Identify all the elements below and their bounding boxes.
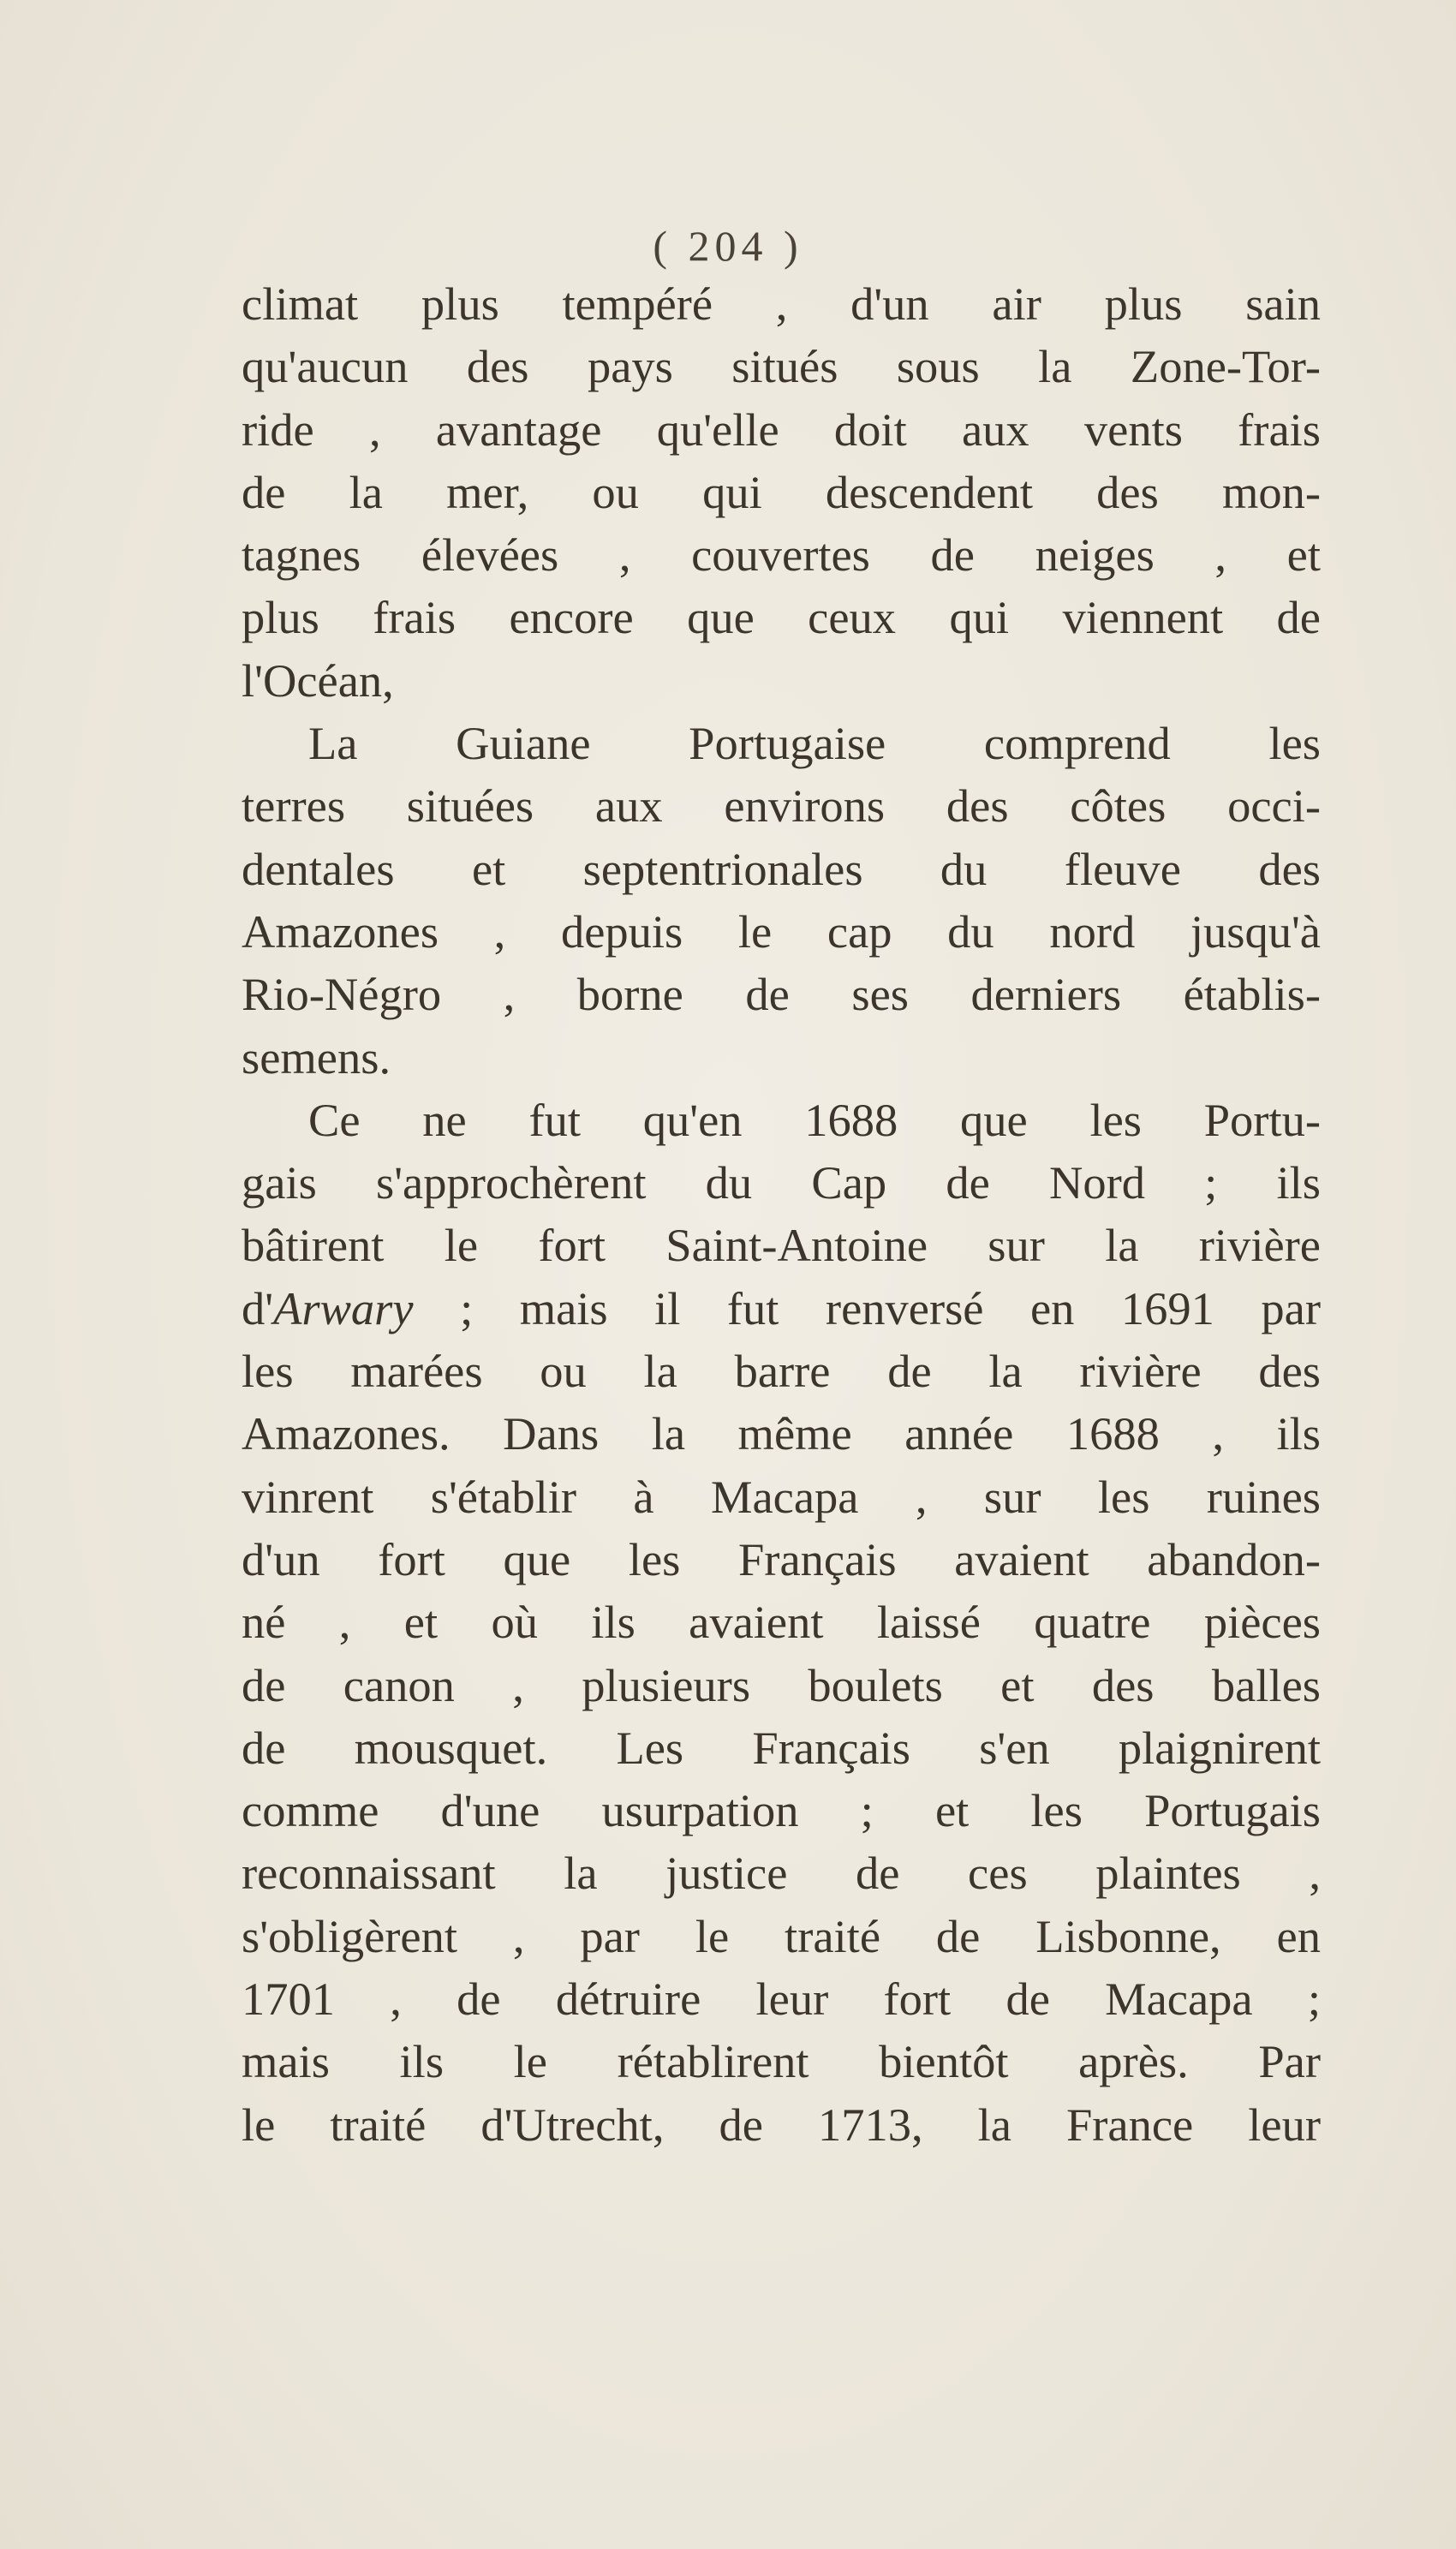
text-line-30: le traité d'Utrecht, de 1713, la France leur [242, 2098, 1321, 2151]
text-line-20: vinrent s'établir à Macapa , sur les ruines [242, 1470, 1321, 1523]
text-line-23: de canon , plusieurs boulets et des balles [242, 1658, 1321, 1711]
text-line-24: de mousquet. Les Français s'en plaignirent [242, 1721, 1321, 1774]
text-line-18: les marées ou la barre de la rivière des [242, 1345, 1321, 1398]
text-line-19: Amazones. Dans la même année 1688 , ils [242, 1407, 1321, 1460]
text-line-9: terres situées aux environs des côtes occi- [242, 779, 1321, 833]
text-line-1: climat plus tempéré , d'un air plus sain [242, 278, 1321, 330]
text-line-4: de la mer, ou qui descendent des mon- [242, 465, 1321, 518]
text-line-25: comme d'une usurpation ; et les Portugais [242, 1784, 1321, 1837]
page-number: ( 204 ) [653, 222, 803, 270]
text-line-10: dentales et septentrionales du fleuve des [242, 842, 1321, 895]
italic-place-name: Arwary [273, 1281, 414, 1334]
text-line-28: 1701 , de détruire leur fort de Macapa ; [242, 1973, 1321, 2026]
text-line-21: d'un fort que les Français avaient abandon- [242, 1532, 1321, 1585]
text-line-13: semens. [242, 1030, 391, 1083]
text-line-2: qu'aucun des pays situés sous la Zone-Tor- [242, 340, 1321, 393]
text-line-16: bâtirent le fort Saint-Antoine sur la rivière [242, 1219, 1321, 1272]
text-line-5: tagnes élevées , couvertes de neiges , et [242, 528, 1321, 582]
text-line-6: plus frais encore que ceux qui viennent de [242, 591, 1321, 644]
text-line-17-after: ; mais il fut renversé en 1691 par [413, 1281, 1321, 1334]
body-text [242, 272, 1321, 2156]
text-line-7: l'Océan, [242, 654, 394, 707]
text-line-14: Ce ne fut qu'en 1688 que les Portu- [308, 1093, 1321, 1146]
text-line-17 [242, 1277, 1321, 1340]
text-line-17-before: d' [242, 1281, 274, 1334]
text-line-27: s'obligèrent , par le traité de Lisbonne, en [242, 1909, 1321, 1962]
text-line-29: mais ils le rétablirent bientôt après. Par [242, 2035, 1321, 2088]
text-line-3: ride , avantage qu'elle doit aux vents frais [242, 403, 1321, 456]
text-line-11: Amazones , depuis le cap du nord jusqu'à [242, 904, 1321, 958]
text-line-8: La Guiane Portugaise comprend les [308, 717, 1321, 770]
text-line-15: gais s'approchèrent du Cap de Nord ; ils [242, 1156, 1321, 1209]
text-line-22: né , et où ils avaient laissé quatre pièces [242, 1596, 1321, 1649]
text-line-26: reconnaissant la justice de ces plaintes , [242, 1847, 1321, 1900]
text-line-12: Rio-Négro , borne de ses derniers établis- [242, 968, 1321, 1021]
